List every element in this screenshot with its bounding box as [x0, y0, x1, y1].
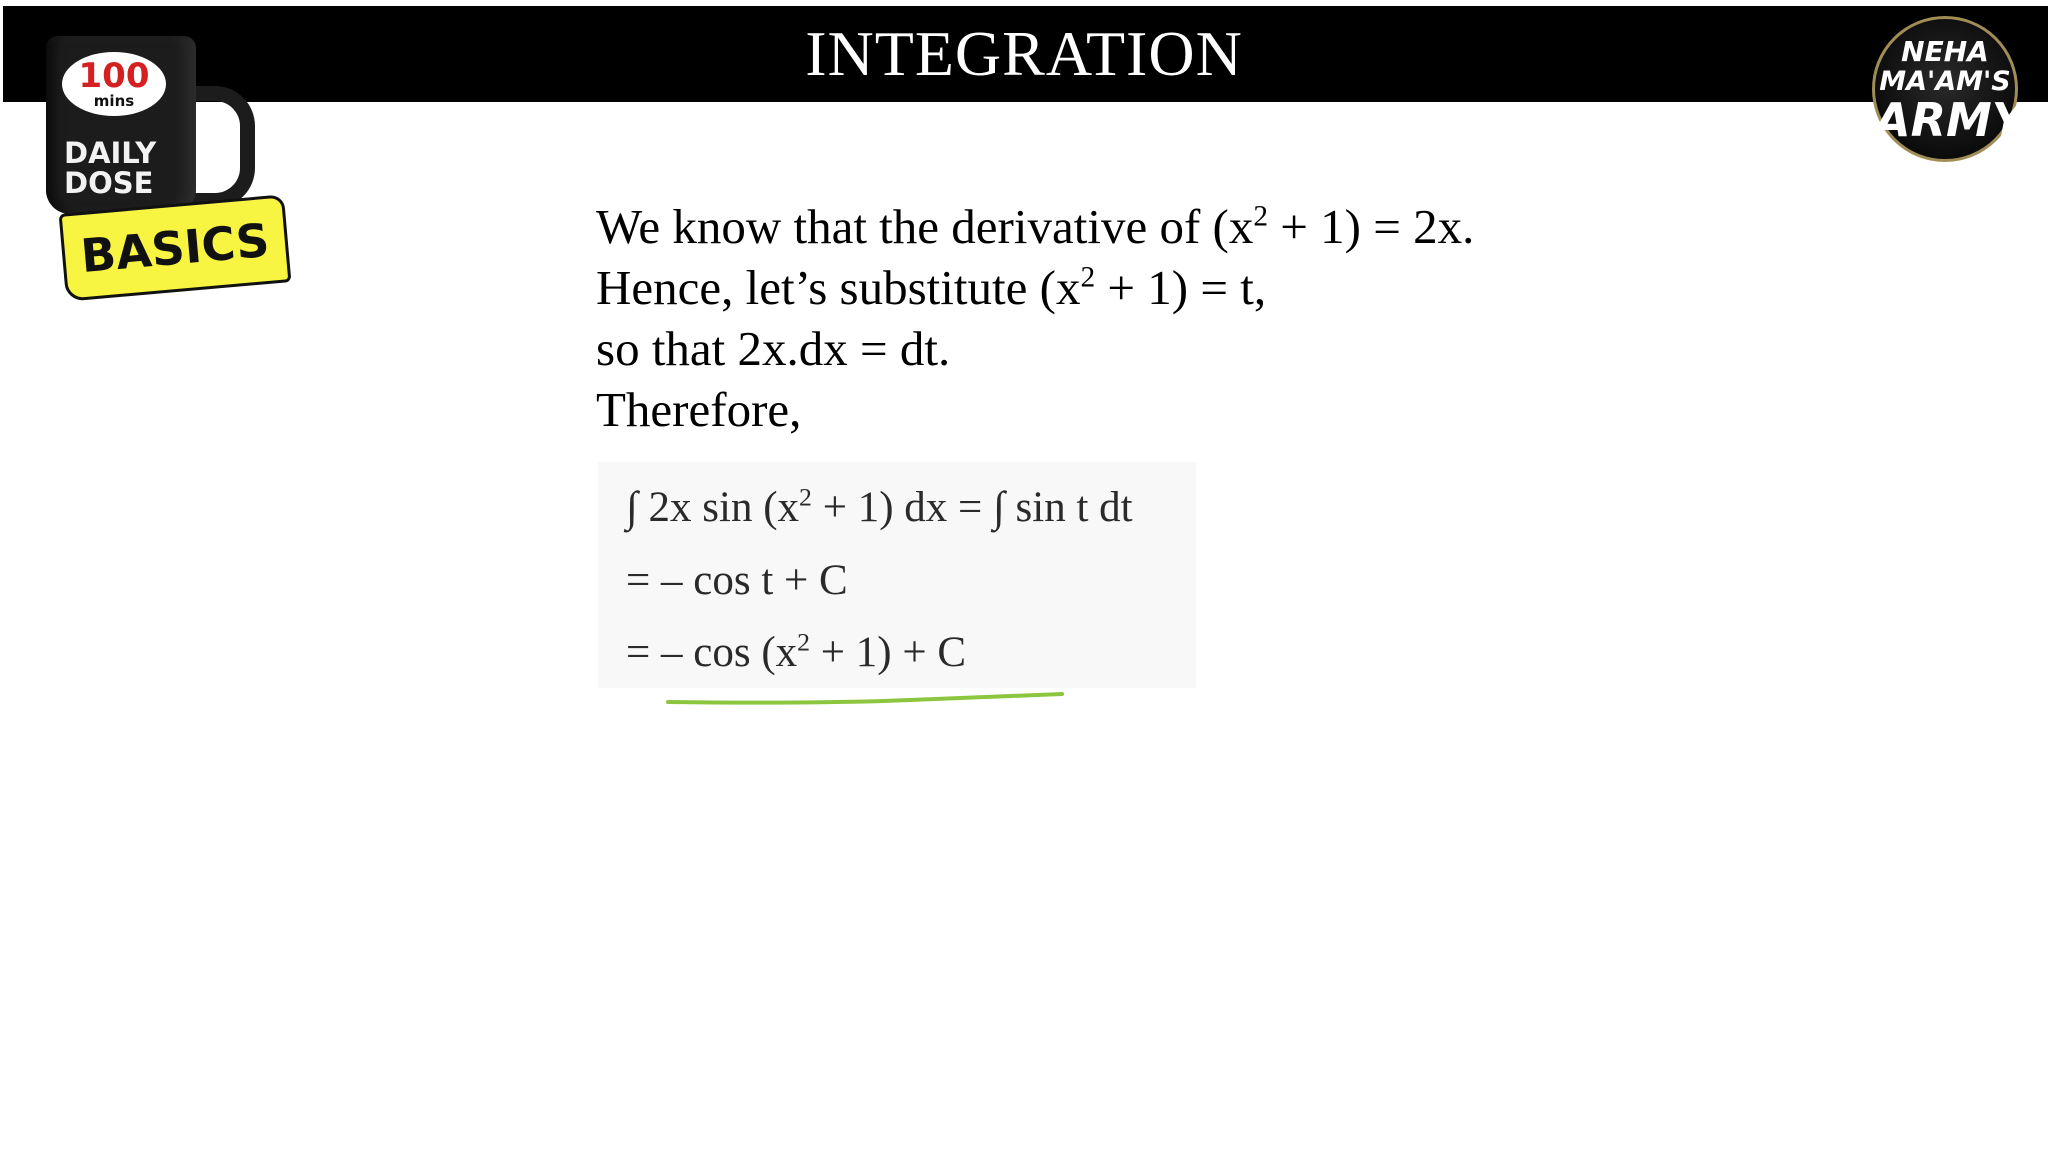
formula-line-1 — [626, 478, 1133, 538]
formula-line-3-end: + 1) + C — [810, 629, 967, 676]
exponent: 2 — [799, 482, 812, 512]
mug-daily-text: DAILY — [64, 136, 157, 170]
basics-banner — [59, 194, 292, 301]
badge-line-2: MA'AM'S — [1879, 66, 2011, 97]
green-underline-annotation — [660, 684, 1070, 708]
explanation-line-2-end: + 1) = t, — [1095, 260, 1267, 315]
badge-line-1: NEHA — [1901, 35, 1989, 68]
explanation-line-1-start: We know that the derivative of (x — [596, 199, 1254, 254]
army-badge-logo — [1872, 16, 2026, 162]
exponent: 2 — [1080, 261, 1096, 294]
formula-line-3-start: = – cos (x — [626, 629, 798, 676]
slide-title: INTEGRATION — [805, 18, 1243, 89]
explanation-line-2-start: Hence, let’s substitute (x — [596, 260, 1081, 315]
daily-dose-mug-logo — [40, 28, 272, 284]
mug-minutes-unit: mins — [93, 92, 135, 110]
explanation-line-3: so that 2x.dx = dt. — [596, 321, 951, 376]
formula-line-3 — [626, 623, 966, 683]
formula-panel — [598, 462, 1196, 688]
explanation-line-2 — [596, 257, 1696, 318]
explanation-line-4: Therefore, — [596, 382, 802, 437]
basics-label: BASICS — [78, 212, 272, 284]
explanation-text — [596, 196, 1696, 440]
formula-line-1-start: ∫ 2x sin (x — [626, 484, 800, 531]
mug-100-badge — [62, 52, 166, 116]
mug-minutes-number: 100 — [78, 56, 150, 96]
explanation-line-1 — [596, 196, 1696, 257]
formula-line-2: = – cos t + C — [626, 557, 848, 604]
badge-line-3: ARMY — [1875, 93, 2026, 147]
explanation-line-1-end: + 1) = 2x. — [1268, 199, 1475, 254]
exponent: 2 — [797, 627, 811, 657]
mug-dose-text: DOSE — [64, 166, 154, 200]
formula-line-1-end: + 1) dx = ∫ sin t dt — [811, 484, 1133, 531]
exponent: 2 — [1253, 200, 1269, 233]
